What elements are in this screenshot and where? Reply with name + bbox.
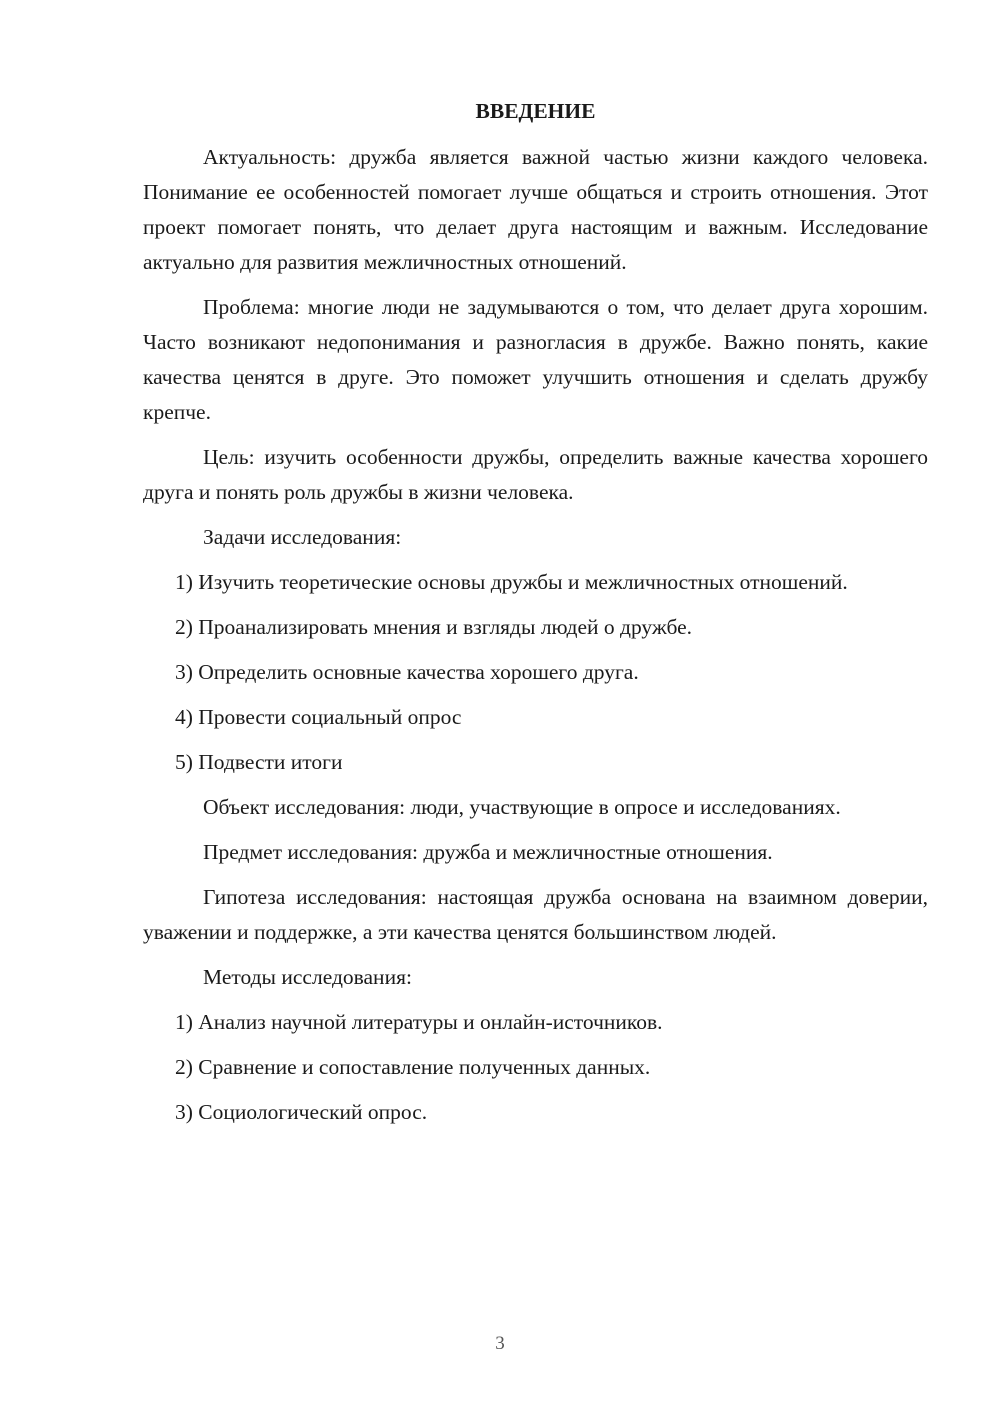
method-item: 3) Социологический опрос.	[175, 1100, 428, 1124]
tasks-title: Задачи исследования:	[203, 525, 402, 549]
methods-title: Методы исследования:	[203, 965, 412, 989]
problem-paragraph: Проблема: многие люди не задумываются о том, что делает друга хорошим. Часто возникают недопонимания и разногласия в дружбе. Важно понять, какие качества ценятся в друге. Это поможет улучшить отношения и сделать дружбу крепче.	[143, 295, 928, 424]
task-item: 5) Подвести итоги	[175, 750, 343, 774]
task-item: 2) Проанализировать мнения и взгляды людей о дружбе.	[175, 615, 693, 639]
method-item: 2) Сравнение и сопоставление полученных данных.	[175, 1055, 651, 1079]
document-body	[143, 94, 928, 1140]
page-number: 3	[495, 1333, 505, 1354]
object-paragraph: Объект исследования: люди, участвующие в опросе и исследованиях.	[203, 795, 841, 819]
task-item: 4) Провести социальный опрос	[175, 705, 462, 729]
hypothesis-paragraph: Гипотеза исследования: настоящая дружба основана на взаимном доверии, уважении и поддержке, а эти качества ценятся большинством людей.	[143, 885, 928, 944]
task-item: 3) Определить основные качества хорошего друга.	[175, 660, 639, 684]
goal-paragraph: Цель: изучить особенности дружбы, определить важные качества хорошего друга и понять роль дружбы в жизни человека.	[143, 445, 928, 504]
method-item: 1) Анализ научной литературы и онлайн-источников.	[175, 1010, 663, 1034]
subject-paragraph: Предмет исследования: дружба и межличностные отношения.	[203, 840, 773, 864]
section-heading: ВВЕДЕНИЕ	[475, 99, 596, 123]
relevance-paragraph: Актуальность: дружба является важной частью жизни каждого человека. Понимание ее особенностей помогает лучше общаться и строить отношения. Этот проект помогает понять, что делает друга настоящим и важным. Исследование актуально для развития межличностных отношений.	[143, 145, 928, 274]
task-item: 1) Изучить теоретические основы дружбы и межличностных отношений.	[175, 570, 848, 594]
